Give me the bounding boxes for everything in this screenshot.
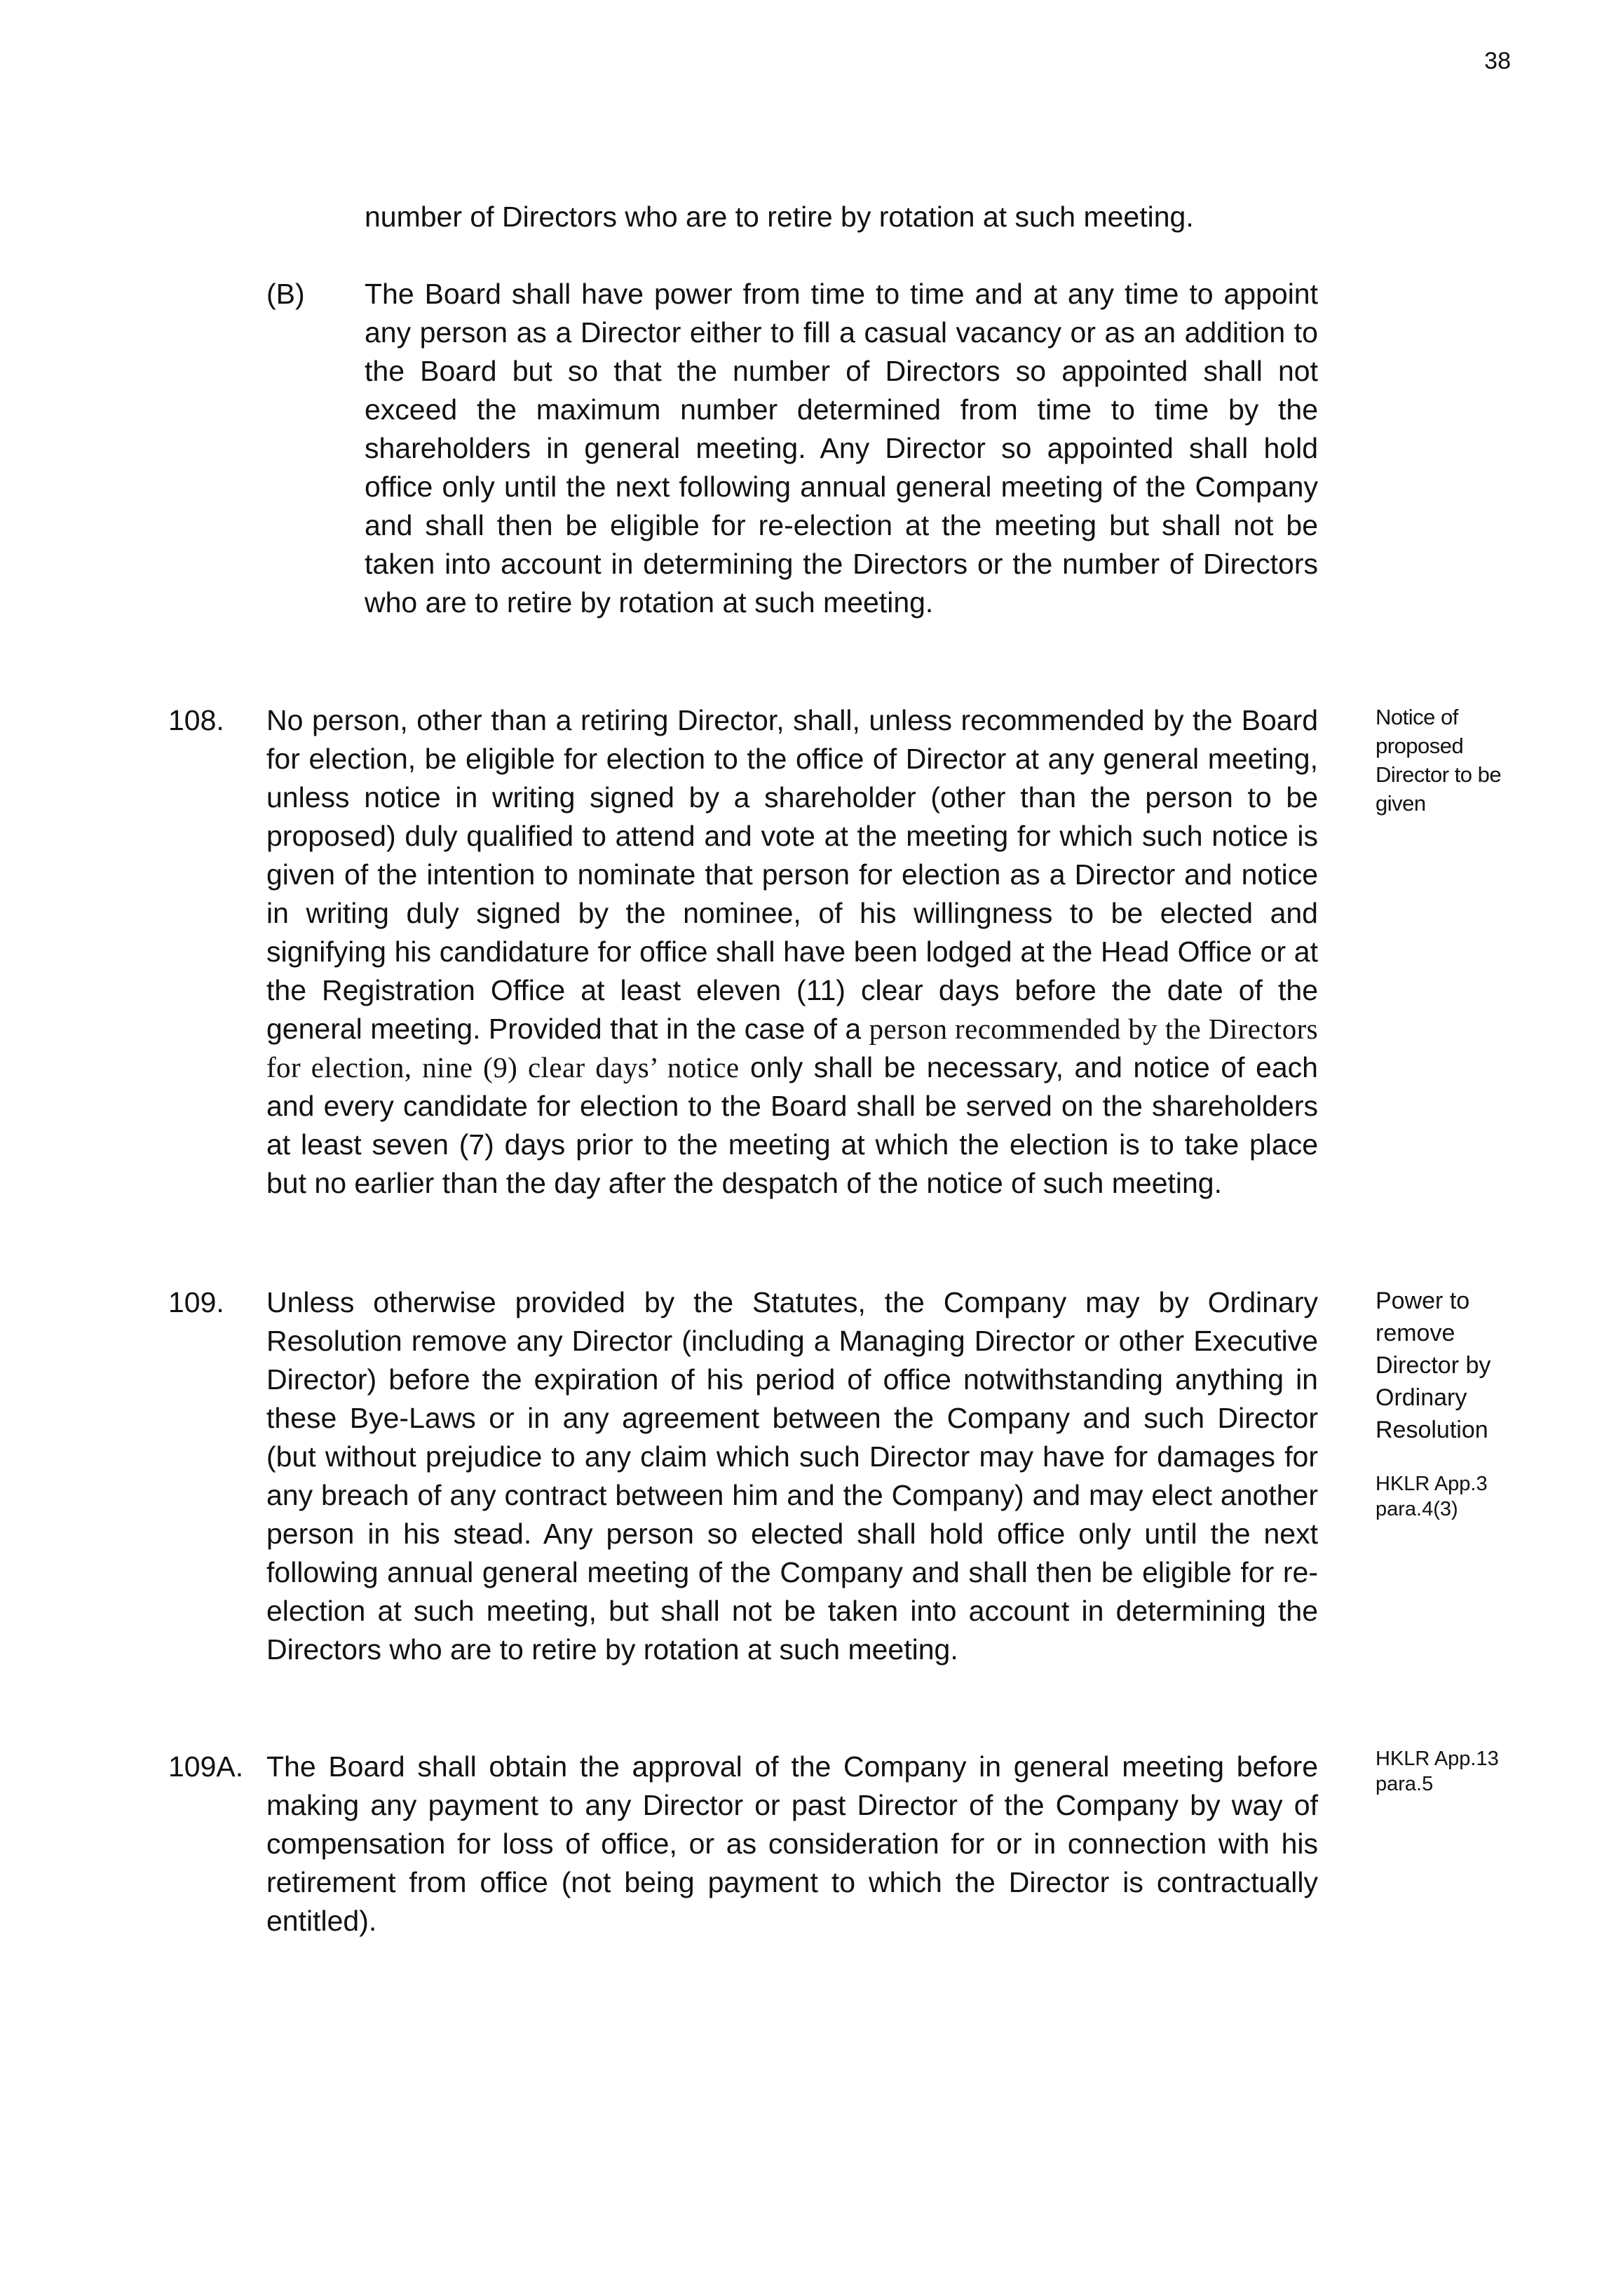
- clause-108-text-part3: only shall be necessary, and notice of each and every candidate for election to the Board shall be served on the shareholders at least seven (7) days prior to the meeting at which the election is to take place but no earlier than the day after the despatch of the notice of such meeting.: [266, 1051, 1318, 1199]
- sub-clause-b-text: The Board shall have power from time to time and at any time to appoint any person as a Director either to fill a casual vacancy or as an addition to the Board but so that the number of Directors so appointed shall not exceed the maximum number determined from time to time by the shareholders in general meeting. Any Director so appointed shall hold office only until the next following annual general meeting of the Company and shall then be eligible for re-election at the meeting but shall not be taken into account in determining the Directors or the number of Directors who are to retire by rotation at such meeting.: [365, 278, 1318, 619]
- clause-108-text-part1: No person, other than a retiring Director, shall, unless recommended by the Board for election, be eligible for election to the office of Director at any general meeting, unless notice in writing signed by a shareholder (other than the person to be proposed) duly qualified to attend and vote at the meeting for which such notice is given of the intention to nominate that person for election as a Director and notice in writing duly signed by the nominee, of his willingness to be elected and signifying his candidature for office shall have been lodged at the Head Office or at the Registration Office at least eleven (11) clear days before the date of the general meeting. Provided that in the case of a: [266, 704, 1318, 1045]
- continuation-paragraph: number of Directors who are to retire by rotation at such meeting.: [365, 201, 1194, 233]
- clause-109-margin-note: Power to remove Director by Ordinary Resolution: [1376, 1288, 1491, 1443]
- clause-108-text-part2: person recommended by the Directors for election, nine (9) clear days’ notice: [266, 1013, 1319, 1083]
- clause-108-margin-note: Notice of proposed Director to be given: [1376, 705, 1502, 816]
- clause-108-number: 108.: [168, 704, 224, 736]
- page-number: 38: [1484, 48, 1511, 74]
- clause-109-text: Unless otherwise provided by the Statutes, the Company may by Ordinary Resolution remove any Director (including a Managing Director or other Executive Director) before the expiration of his period of office notwithstanding anything in these Bye-Laws or in any agreement between the Company and such Director (but without prejudice to any claim which such Director may have for damages for any breach of any contract between him and the Company) and may elect another person in his stead. Any person so elected shall hold office only until the next following annual general meeting of the Company and shall then be eligible for re-election at such meeting, but shall not be taken into account in determining the Directors who are to retire by rotation at such meeting.: [266, 1286, 1318, 1666]
- clause-109a-margin-reference: HKLR App.13 para.5: [1376, 1748, 1499, 1795]
- clause-109-margin-reference: HKLR App.3 para.4(3): [1376, 1473, 1488, 1520]
- clause-109-number: 109.: [168, 1286, 224, 1318]
- clause-109a-number: 109A.: [168, 1750, 244, 1783]
- clause-109a-text: The Board shall obtain the approval of the Company in general meeting before making any payment to any Director or past Director of the Company by way of compensation for loss of office, or as consideration for or in connection with his retirement from office (not being payment to which the Director is contractually entitled).: [266, 1750, 1318, 1937]
- clause-108-text: [266, 701, 1318, 1203]
- sub-clause-b-label: (B): [266, 278, 305, 310]
